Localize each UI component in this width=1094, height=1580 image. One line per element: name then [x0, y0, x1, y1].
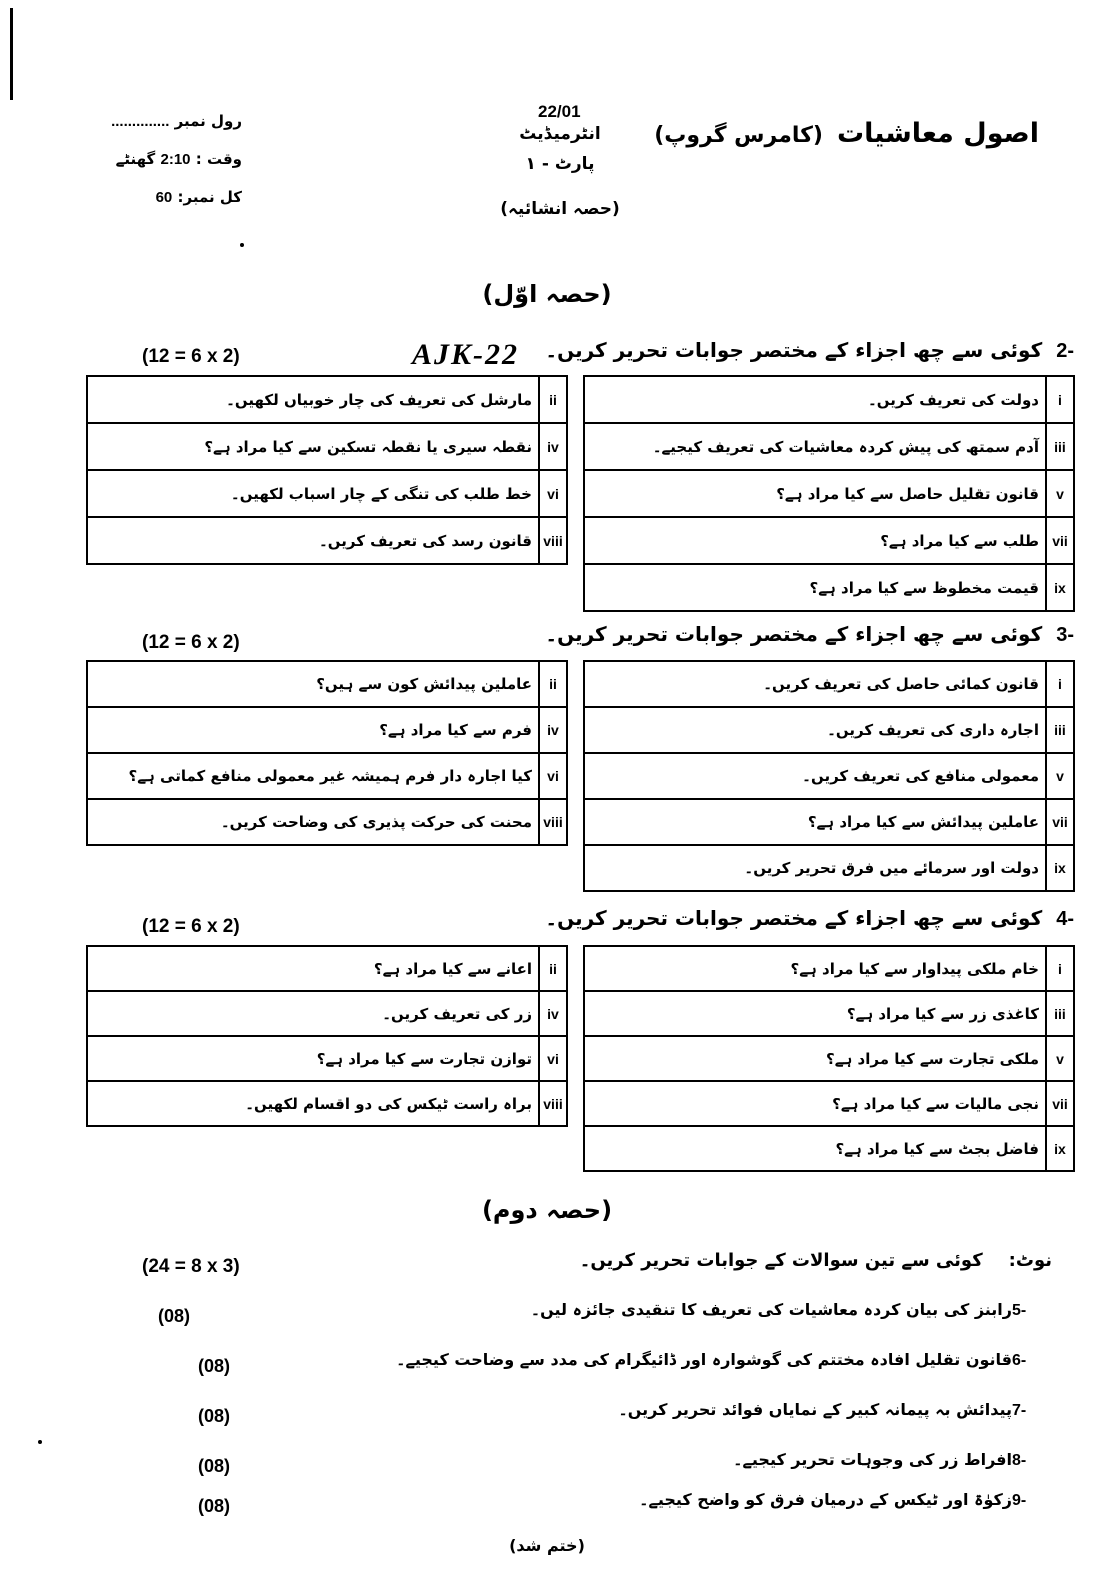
table-row [87, 470, 567, 517]
table-row [87, 946, 567, 991]
item-text: آدم سمتھ کی پیش کردہ معاشیات کی تعریف کیجیے۔ [584, 423, 1046, 470]
handwritten-annotation: AJK-22 [412, 338, 520, 371]
question-number: -7 [1012, 1402, 1027, 1419]
table-row [584, 991, 1074, 1036]
part2-heading: (حصہ دوم) [481, 1196, 613, 1224]
long-question [396, 1350, 1052, 1370]
question-4-left-table [86, 945, 568, 1127]
note-label: نوٹ: [1008, 1250, 1052, 1271]
section-label: (حصہ انشائیہ) [500, 199, 620, 219]
item-number: iii [1046, 991, 1074, 1036]
item-number: i [1046, 376, 1074, 423]
margin-line [10, 8, 13, 100]
question-marks: (08) [198, 1356, 231, 1376]
item-text: قانون کمائی حاصل کی تعریف کریں۔ [584, 661, 1046, 707]
table-row [87, 753, 567, 799]
item-number: i [1046, 661, 1074, 707]
time-label: وقت : [195, 150, 242, 168]
question-number: -6 [1012, 1352, 1027, 1369]
part2-marks: (24 = 8 x 3) [142, 1256, 240, 1277]
question-4-marks: (12 = 6 x 2) [142, 916, 240, 937]
long-question [639, 1490, 1052, 1510]
item-text: قیمت مخطوظ سے کیا مراد ہے؟ [584, 564, 1046, 611]
item-number: ii [539, 946, 567, 991]
item-number: v [1046, 753, 1074, 799]
subject-name: اصول معاشیات [836, 118, 1039, 149]
item-text: محنت کی حرکت پذیری کی وضاحت کریں۔ [87, 799, 539, 845]
table-row [584, 753, 1074, 799]
table-row [87, 517, 567, 564]
item-text: قانون رسد کی تعریف کریں۔ [87, 517, 539, 564]
roll-number [111, 112, 242, 130]
question-number: -2 [1056, 340, 1074, 362]
item-text: دولت اور سرمائے میں فرق تحریر کریں۔ [584, 845, 1046, 891]
question-number: -9 [1012, 1492, 1027, 1509]
table-row [584, 1036, 1074, 1081]
long-question [733, 1450, 1052, 1470]
question-2-left-table [86, 375, 568, 565]
item-number: vii [1046, 799, 1074, 845]
question-number: -5 [1012, 1302, 1027, 1319]
part-label: پارٹ - ۱ [525, 154, 595, 174]
question-marks: (08) [198, 1406, 231, 1426]
item-number: iii [1046, 707, 1074, 753]
table-row [584, 799, 1074, 845]
item-text: توازن تجارت سے کیا مراد ہے؟ [87, 1036, 539, 1081]
item-number: ix [1046, 1126, 1074, 1171]
question-3-right-table [583, 660, 1075, 892]
item-number: iii [1046, 423, 1074, 470]
item-text: زر کی تعریف کریں۔ [87, 991, 539, 1036]
question-marks: (08) [158, 1306, 191, 1326]
table-row [584, 707, 1074, 753]
group-name: (کامرس گروپ) [654, 123, 823, 148]
item-number: iv [539, 423, 567, 470]
long-question [618, 1400, 1052, 1420]
item-number: iv [539, 991, 567, 1036]
item-text: نقطہ سیری یا نقطہ تسکین سے کیا مراد ہے؟ [87, 423, 539, 470]
item-number: vi [539, 753, 567, 799]
table-row [584, 470, 1074, 517]
part1-heading: (حصہ اوّل) [482, 280, 612, 308]
item-text: عاملین پیدائش کون سے ہیں؟ [87, 661, 539, 707]
item-text: خام ملکی پیداوار سے کیا مراد ہے؟ [584, 946, 1046, 991]
item-text: اجارہ داری کی تعریف کریں۔ [584, 707, 1046, 753]
level-label: انٹرمیڈیٹ [519, 124, 601, 144]
item-number: ii [539, 376, 567, 423]
question-number: -4 [1056, 908, 1074, 930]
question-marks: (08) [198, 1496, 231, 1516]
total-value: 60 [155, 189, 173, 206]
item-number: i [1046, 946, 1074, 991]
question-number: -3 [1056, 624, 1074, 646]
question-2-marks: (12 = 6 x 2) [142, 346, 240, 367]
total-label: کل نمبر: [177, 188, 242, 206]
table-row [584, 946, 1074, 991]
question-instruction: کوئی سے چھ اجزاء کے مختصر جوابات تحریر کریں۔ [545, 622, 1043, 646]
table-row [584, 423, 1074, 470]
table-row [87, 707, 567, 753]
question-text: قانون تقلیل افادہ مختتم کی گوشوارہ اور ڈائیگرام کی مدد سے وضاحت کیجیے۔ [396, 1350, 1012, 1369]
table-row [87, 799, 567, 845]
table-row [87, 661, 567, 707]
item-number: vi [539, 1036, 567, 1081]
item-number: ix [1046, 564, 1074, 611]
item-text: فرم سے کیا مراد ہے؟ [87, 707, 539, 753]
item-text: مارشل کی تعریف کی چار خوبیاں لکھیں۔ [87, 376, 539, 423]
time-unit: گھنٹے [115, 150, 156, 168]
item-number: v [1046, 1036, 1074, 1081]
question-marks: (08) [198, 1456, 231, 1476]
item-text: فاضل بجٹ سے کیا مراد ہے؟ [584, 1126, 1046, 1171]
subject-title [654, 118, 1039, 149]
item-text: دولت کی تعریف کریں۔ [584, 376, 1046, 423]
table-row [584, 661, 1074, 707]
item-number: v [1046, 470, 1074, 517]
table-row [584, 845, 1074, 891]
item-text: کیا اجارہ دار فرم ہمیشہ غیر معمولی منافع کماتی ہے؟ [87, 753, 539, 799]
question-3-marks: (12 = 6 x 2) [142, 632, 240, 653]
item-text: براہ راست ٹیکس کی دو اقسام لکھیں۔ [87, 1081, 539, 1126]
end-marker: (ختم شد) [509, 1536, 585, 1555]
table-row [87, 376, 567, 423]
item-number: vi [539, 470, 567, 517]
time-value: 2:10 [160, 151, 191, 168]
question-instruction: کوئی سے چھ اجزاء کے مختصر جوابات تحریر کریں۔ [545, 338, 1043, 362]
item-text: قانون تقلیل حاصل سے کیا مراد ہے؟ [584, 470, 1046, 517]
question-3-left-table [86, 660, 568, 846]
question-text: پیدائش بہ پیمانہ کبیر کے نمایاں فوائد تحریر کریں۔ [618, 1400, 1012, 1419]
item-text: نجی مالیات سے کیا مراد ہے؟ [584, 1081, 1046, 1126]
roll-label: رول نمبر [174, 112, 242, 130]
item-text: اعانے سے کیا مراد ہے؟ [87, 946, 539, 991]
paper-code: 22/01 [538, 102, 581, 121]
dot-mark [38, 1440, 42, 1444]
table-row [584, 1126, 1074, 1171]
table-row [87, 991, 567, 1036]
item-number: vii [1046, 1081, 1074, 1126]
question-4-heading [545, 906, 1074, 931]
note-text: کوئی سے تین سوالات کے جوابات تحریر کریں۔ [579, 1250, 983, 1271]
item-number: iv [539, 707, 567, 753]
item-number: vii [1046, 517, 1074, 564]
table-row [584, 376, 1074, 423]
part2-note [580, 1250, 1052, 1271]
item-text: معمولی منافع کی تعریف کریں۔ [584, 753, 1046, 799]
table-row [584, 517, 1074, 564]
roll-blank: .............. [111, 113, 170, 130]
table-row [87, 423, 567, 470]
item-number: viii [539, 1081, 567, 1126]
table-row [584, 564, 1074, 611]
item-text: کاغذی زر سے کیا مراد ہے؟ [584, 991, 1046, 1036]
table-row [584, 1081, 1074, 1126]
question-2-right-table [583, 375, 1075, 612]
question-text: رابنز کی بیان کردہ معاشیات کی تعریف کا تنقیدی جائزہ لیں۔ [530, 1300, 1012, 1319]
total-marks [156, 188, 242, 206]
question-text: زکوٰۃ اور ٹیکس کے درمیان فرق کو واضح کیجیے۔ [639, 1490, 1012, 1509]
table-row [87, 1081, 567, 1126]
long-question [531, 1300, 1052, 1320]
item-number: viii [539, 799, 567, 845]
item-text: خط طلب کی تنگی کے چار اسباب لکھیں۔ [87, 470, 539, 517]
item-number: ii [539, 661, 567, 707]
item-text: طلب سے کیا مراد ہے؟ [584, 517, 1046, 564]
item-number: viii [539, 517, 567, 564]
question-number: -8 [1012, 1452, 1027, 1469]
item-number: ix [1046, 845, 1074, 891]
table-row [87, 1036, 567, 1081]
question-instruction: کوئی سے چھ اجزاء کے مختصر جوابات تحریر کریں۔ [545, 906, 1043, 930]
question-3-heading [545, 622, 1074, 647]
question-4-right-table [583, 945, 1075, 1172]
item-text: ملکی تجارت سے کیا مراد ہے؟ [584, 1036, 1046, 1081]
time-info [116, 150, 242, 168]
question-2-heading [545, 338, 1074, 363]
item-text: عاملین پیدائش سے کیا مراد ہے؟ [584, 799, 1046, 845]
question-text: افراط زر کی وجوہات تحریر کیجیے۔ [733, 1450, 1012, 1469]
dot-mark [240, 243, 244, 247]
